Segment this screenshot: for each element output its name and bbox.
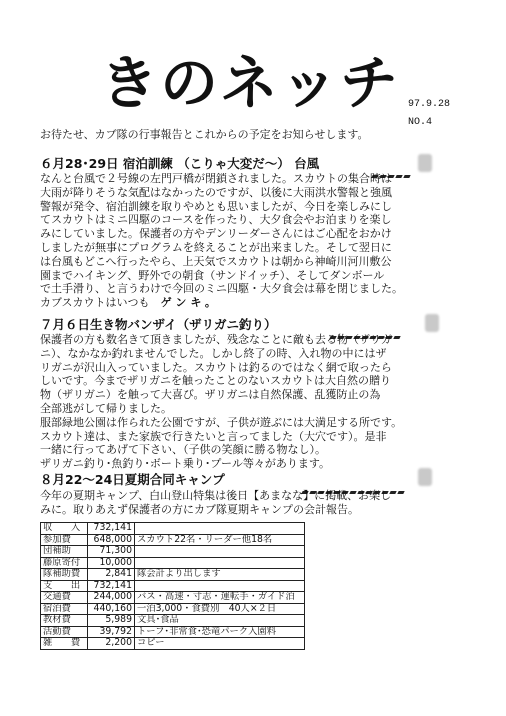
section1-line: てスカウトはミニ四駆のコースを作ったり、大夕食会やお泊まりを楽し <box>40 213 392 227</box>
section2-heading: ７月６日生き物バンザイ（ザリガニ釣り） <box>40 317 277 332</box>
section1-closing <box>40 296 403 310</box>
section1-line: 大雨が降りそうな気配はなかったのですが、以後に大雨洪水警報と強風 <box>40 185 392 199</box>
table-row: 支 出 732,141 <box>41 580 305 592</box>
section1-line: みにしていました。保護者の方やデンリーダーさんにはご心配をおかけ <box>40 227 392 241</box>
section1-heading: ６月28･29日 宿泊訓練 （こりゃ大変だ～） 台風 <box>40 156 320 171</box>
section1-line: 園までハイキング、野外での朝食（サンドイッチ）、そしてダンボール <box>40 268 385 282</box>
blurred-photo-icon <box>425 314 439 332</box>
table-row: 収 入 732,141 <box>41 523 305 535</box>
section3-heading: ８月22～24日夏期合同キャンプ <box>40 472 225 487</box>
table-row: 宿泊費 440,160 一泊3,000・食費別 40人×２日 <box>41 603 305 615</box>
section2-line: リガニが沢山入っていました。スカウトは釣るのではなく網で取ったら <box>40 360 392 374</box>
section1-line: しましたが無事にプログラムを終えることが出来ました。そして翌日に <box>40 240 392 254</box>
section1-line: なんと台風で２号線の左門戸橋が閉鎖されました。スカウトの集合時は <box>40 172 392 185</box>
dash-decoration-icon <box>302 479 406 484</box>
section1-line: で土手滑り、と言うわけで今回のミニ四駆・大夕食会は幕を閉じました。 <box>40 282 403 296</box>
table-row: 藤原寄付 10,000 <box>41 557 305 569</box>
section3-line: みに。取りあえず保護者の方にカブ隊夏期キャンプの会計報告。 <box>40 502 359 516</box>
section2-line: 服部緑地公園は作られた公園ですが、子供が遊ぶには大満足する所です。 <box>40 415 403 429</box>
accounts-table <box>40 522 305 650</box>
section2-line: 一緒に行ってあげて下さい、（子供の笑顔に勝る物なし）。 <box>40 443 326 457</box>
section3-line: 今年の夏期キャンプ、白山登山特集は後日【あまなな】に掲載、お楽し <box>40 489 392 502</box>
section1-line: は台風もどこへ行ったやら、上天気でスカウトは朝から神崎川河川敷公 <box>40 254 392 268</box>
issue-date: 97.9.28 <box>408 99 451 110</box>
blurred-photo-icon <box>418 468 432 486</box>
issue-number: NO.4 <box>408 117 433 128</box>
table-row: 隊補助費 2,841 隊会計より出します <box>41 569 305 581</box>
section1-body <box>40 172 403 310</box>
section2-line: ザリガニ釣り･魚釣り･ボート乗り･プール等々があります。 <box>40 457 330 471</box>
section2-line: ニ）、なかなか釣れませんでした。しかし終了の時、入れ物の中にはザ <box>40 346 387 360</box>
table-row: 教材費 5,989 文具･食品 <box>41 615 305 627</box>
page-title: きのネッチ <box>100 49 401 117</box>
table-row: 参加費 648,000 スカウト22名・リーダー他18名 <box>41 534 305 546</box>
closing-prefix: カブスカウトはいつも <box>40 296 150 310</box>
table-row: 雑 費 2,200 コピー <box>41 638 305 650</box>
section2-body <box>40 333 402 471</box>
section2-line: 保護者の方も数名きて頂きましたが、残念なことに敵も去る物（ザリガ <box>40 333 392 346</box>
section2-line: 全部逃がして帰りました。 <box>40 401 172 415</box>
table-row: 活動費 39,792 トーフ･非常食･恐竜パーク入園料 <box>41 626 305 638</box>
section2-line: しいです。今までザリガニを触ったことのないスカウトは大自然の贈り <box>40 374 392 388</box>
table-row: 団補助 71,300 <box>41 546 305 558</box>
closing-bold: ゲンキ。 <box>160 296 220 310</box>
dash-decoration-icon <box>330 324 402 329</box>
intro-text: お待たせ、カブ隊の行事報告とこれからの予定をお知らせします。 <box>40 128 369 141</box>
blurred-photo-icon <box>418 154 432 172</box>
section2-line: 物（ザリガニ）を触って大喜び。ザリガニは自然保護、乱獲防止の為 <box>40 388 381 402</box>
section2-line: スカウト達は、また家族で行きたいと言ってました（大穴です）。是非 <box>40 429 387 443</box>
dash-decoration-icon <box>372 163 412 168</box>
section3-body <box>40 489 391 517</box>
section1-line: 警報が発令、宿泊訓練を取りやめとも思いましたが、今日を楽しみにし <box>40 199 392 213</box>
table-row: 交通費 244,000 バス・高速・寸志・運転手・ガイド泊 <box>41 592 305 604</box>
